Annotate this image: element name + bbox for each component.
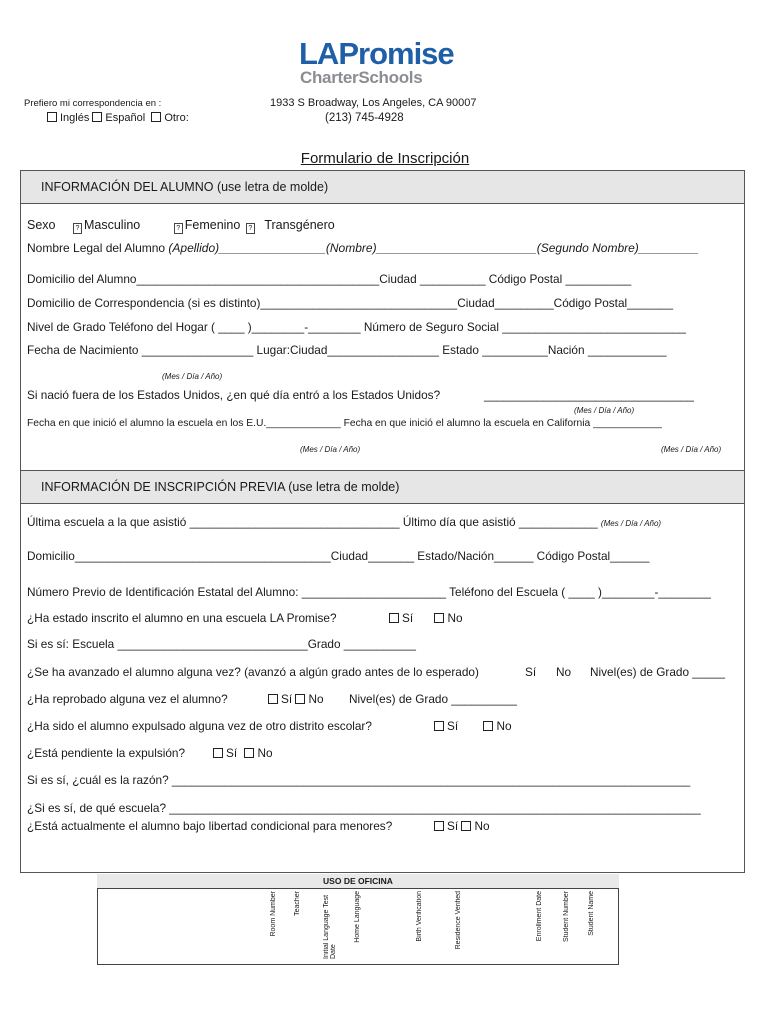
student-section-header xyxy=(20,170,745,204)
correspondence-pref-label: Prefiero mi correspondencia en : xyxy=(24,98,162,109)
checkbox-icon[interactable] xyxy=(244,748,254,758)
office-col: Residence Verified xyxy=(455,891,462,950)
previous-section-header xyxy=(20,470,745,504)
sex-label: Sexo xyxy=(27,218,56,232)
office-col: Teacher xyxy=(294,891,301,916)
date-hint: (Mes / Día / Año) xyxy=(600,519,662,528)
checkbox-icon[interactable] xyxy=(268,694,278,704)
legal-name-fields[interactable]: (Apellido)________________(Nombre)________________________(Segundo Nombre)_________ xyxy=(168,241,699,255)
option-english: Inglés xyxy=(60,112,90,124)
school-address: 1933 S Broadway, Los Angeles, CA 90007 xyxy=(270,97,477,109)
checkbox-icon[interactable] xyxy=(47,112,57,122)
office-col: Initial Language Test Date xyxy=(323,894,337,959)
yes-label: Sí xyxy=(402,611,414,625)
advanced-yes[interactable]: Sí xyxy=(525,665,537,679)
expelled-answers xyxy=(434,719,512,733)
no-label: No xyxy=(496,719,512,733)
female-label: Femenino xyxy=(184,218,241,232)
checkbox-icon[interactable] xyxy=(213,748,223,758)
advanced-no[interactable]: No xyxy=(556,665,572,679)
yes-label: Sí xyxy=(447,819,459,833)
previous-section-title: INFORMACIÓN DE INSCRIPCIÓN PREVIA (use letra de molde) xyxy=(41,480,400,494)
us-entry-field[interactable]: ________________________________ xyxy=(484,388,694,402)
male-label: Masculino xyxy=(83,218,141,232)
office-col: Enrollment Date xyxy=(536,891,543,942)
office-use-box xyxy=(97,888,619,965)
pending-expulsion-answers xyxy=(213,746,273,760)
no-label: No xyxy=(447,611,463,625)
correspondence-options xyxy=(47,112,189,124)
logo-sub: CharterSchools xyxy=(300,68,423,87)
office-col: Birth Verification xyxy=(416,891,423,942)
office-col: Student Number xyxy=(563,891,570,942)
checkbox-icon[interactable] xyxy=(389,613,399,623)
yes-label: Sí xyxy=(226,746,238,760)
last-school-fields[interactable]: Última escuela a la que asistió ________________________________ Último día que asistió ____________ xyxy=(27,515,598,529)
birth-row[interactable]: Fecha de Nacimiento _________________ Lugar:Ciudad_________________ Estado __________Nación ____________ xyxy=(27,343,667,357)
enrolled-la-promise-question: ¿Ha estado inscrito el alumno en una escuela LA Promise? xyxy=(27,611,337,625)
reason-row[interactable]: Si es sí, ¿cuál es la razón? _______________________________________________________________________________ xyxy=(27,773,691,787)
mailing-address-row[interactable]: Domicilio de Correspondencia (si es distinto)______________________________Ciudad_________Código Postal_______ xyxy=(27,296,674,310)
date-hint: (Mes / Día / Año) xyxy=(574,406,635,415)
enrolled-answers xyxy=(389,611,463,625)
office-col: Room Number xyxy=(270,891,277,937)
yes-label: Sí xyxy=(281,692,293,706)
option-spanish: Español xyxy=(105,112,146,124)
expelled-question: ¿Ha sido el alumno expulsado alguna vez de otro distrito escolar? xyxy=(27,719,372,733)
date-hint: (Mes / Día / Año) xyxy=(162,372,223,381)
student-address-row[interactable]: Domicilio del Alumno_____________________________________Ciudad __________ Código Postal __________ xyxy=(27,272,632,286)
last-school-row xyxy=(27,515,661,529)
checkbox-icon[interactable]: ? xyxy=(73,223,82,234)
failed-answers xyxy=(268,692,324,706)
which-school-row[interactable]: ¿Si es sí, de qué escuela? _________________________________________________________________________________ xyxy=(27,801,701,815)
yes-label: Sí xyxy=(447,719,459,733)
checkbox-icon[interactable] xyxy=(461,821,471,831)
student-section-title: INFORMACIÓN DEL ALUMNO (use letra de molde) xyxy=(41,180,329,194)
transgender-label: Transgénero xyxy=(264,218,335,232)
no-label: No xyxy=(308,692,324,706)
sex-row xyxy=(27,218,335,234)
probation-question: ¿Está actualmente el alumno bajo libertad condicional para menores? xyxy=(27,819,393,833)
legal-name-label: Nombre Legal del Alumno xyxy=(27,241,169,255)
office-use-header: USO DE OFICINA xyxy=(97,874,619,888)
logo-main: LAPromise xyxy=(299,36,454,71)
failed-grade-field[interactable]: Nivel(es) de Grado __________ xyxy=(349,692,517,706)
checkbox-icon[interactable] xyxy=(434,821,444,831)
option-other: Otro: xyxy=(164,112,189,124)
office-col: Home Language xyxy=(354,891,361,943)
advanced-grade-field[interactable]: Nivel(es) de Grado _____ xyxy=(590,665,726,679)
office-col: Student Name xyxy=(588,891,595,936)
probation-answers xyxy=(434,819,490,833)
checkbox-icon[interactable] xyxy=(434,613,444,623)
checkbox-icon[interactable] xyxy=(434,721,444,731)
pending-expulsion-question: ¿Está pendiente la expulsión? xyxy=(27,746,186,760)
school-phone: (213) 745-4928 xyxy=(325,112,404,124)
checkbox-icon[interactable] xyxy=(483,721,493,731)
legal-name-row xyxy=(27,241,699,255)
date-hint: (Mes / Día / Año) xyxy=(300,445,361,454)
previous-address-row[interactable]: Domicilio_______________________________________Ciudad_______ Estado/Nación______ Código Postal______ xyxy=(27,549,650,563)
checkbox-icon[interactable]: ? xyxy=(174,223,183,234)
date-hint: (Mes / Día / Año) xyxy=(661,445,722,454)
previous-id-row[interactable]: Número Previo de Identificación Estatal del Alumno: ______________________ Teléfono del Escuela ( ____ )________-________ xyxy=(27,585,711,599)
failed-question: ¿Ha reprobado alguna vez el alumno? xyxy=(27,692,228,706)
no-label: No xyxy=(257,746,273,760)
school-start-row[interactable]: Fecha en que inició el alumno la escuela en los E.U._____________ Fecha en que inició el alumno la escuela en California ____________ xyxy=(27,418,662,429)
us-entry-question: Si nació fuera de los Estados Unidos, ¿en qué día entró a los Estados Unidos? xyxy=(27,388,441,402)
checkbox-icon[interactable] xyxy=(92,112,102,122)
form-title: Formulario de Inscripción xyxy=(300,150,470,167)
checkbox-icon[interactable] xyxy=(295,694,305,704)
advanced-question: ¿Se ha avanzado el alumno alguna vez? (avanzó a algún grado antes de lo esperado) xyxy=(27,665,479,679)
checkbox-icon[interactable]: ? xyxy=(246,223,255,234)
checkbox-icon[interactable] xyxy=(151,112,161,122)
no-label: No xyxy=(474,819,490,833)
previous-school-grade-row[interactable]: Si es sí: Escuela _____________________________Grado ___________ xyxy=(27,637,416,651)
grade-phone-ssn-row[interactable]: Nivel de Grado Teléfono del Hogar ( ____ )________-________ Número de Seguro Social ____________________________ xyxy=(27,320,686,334)
